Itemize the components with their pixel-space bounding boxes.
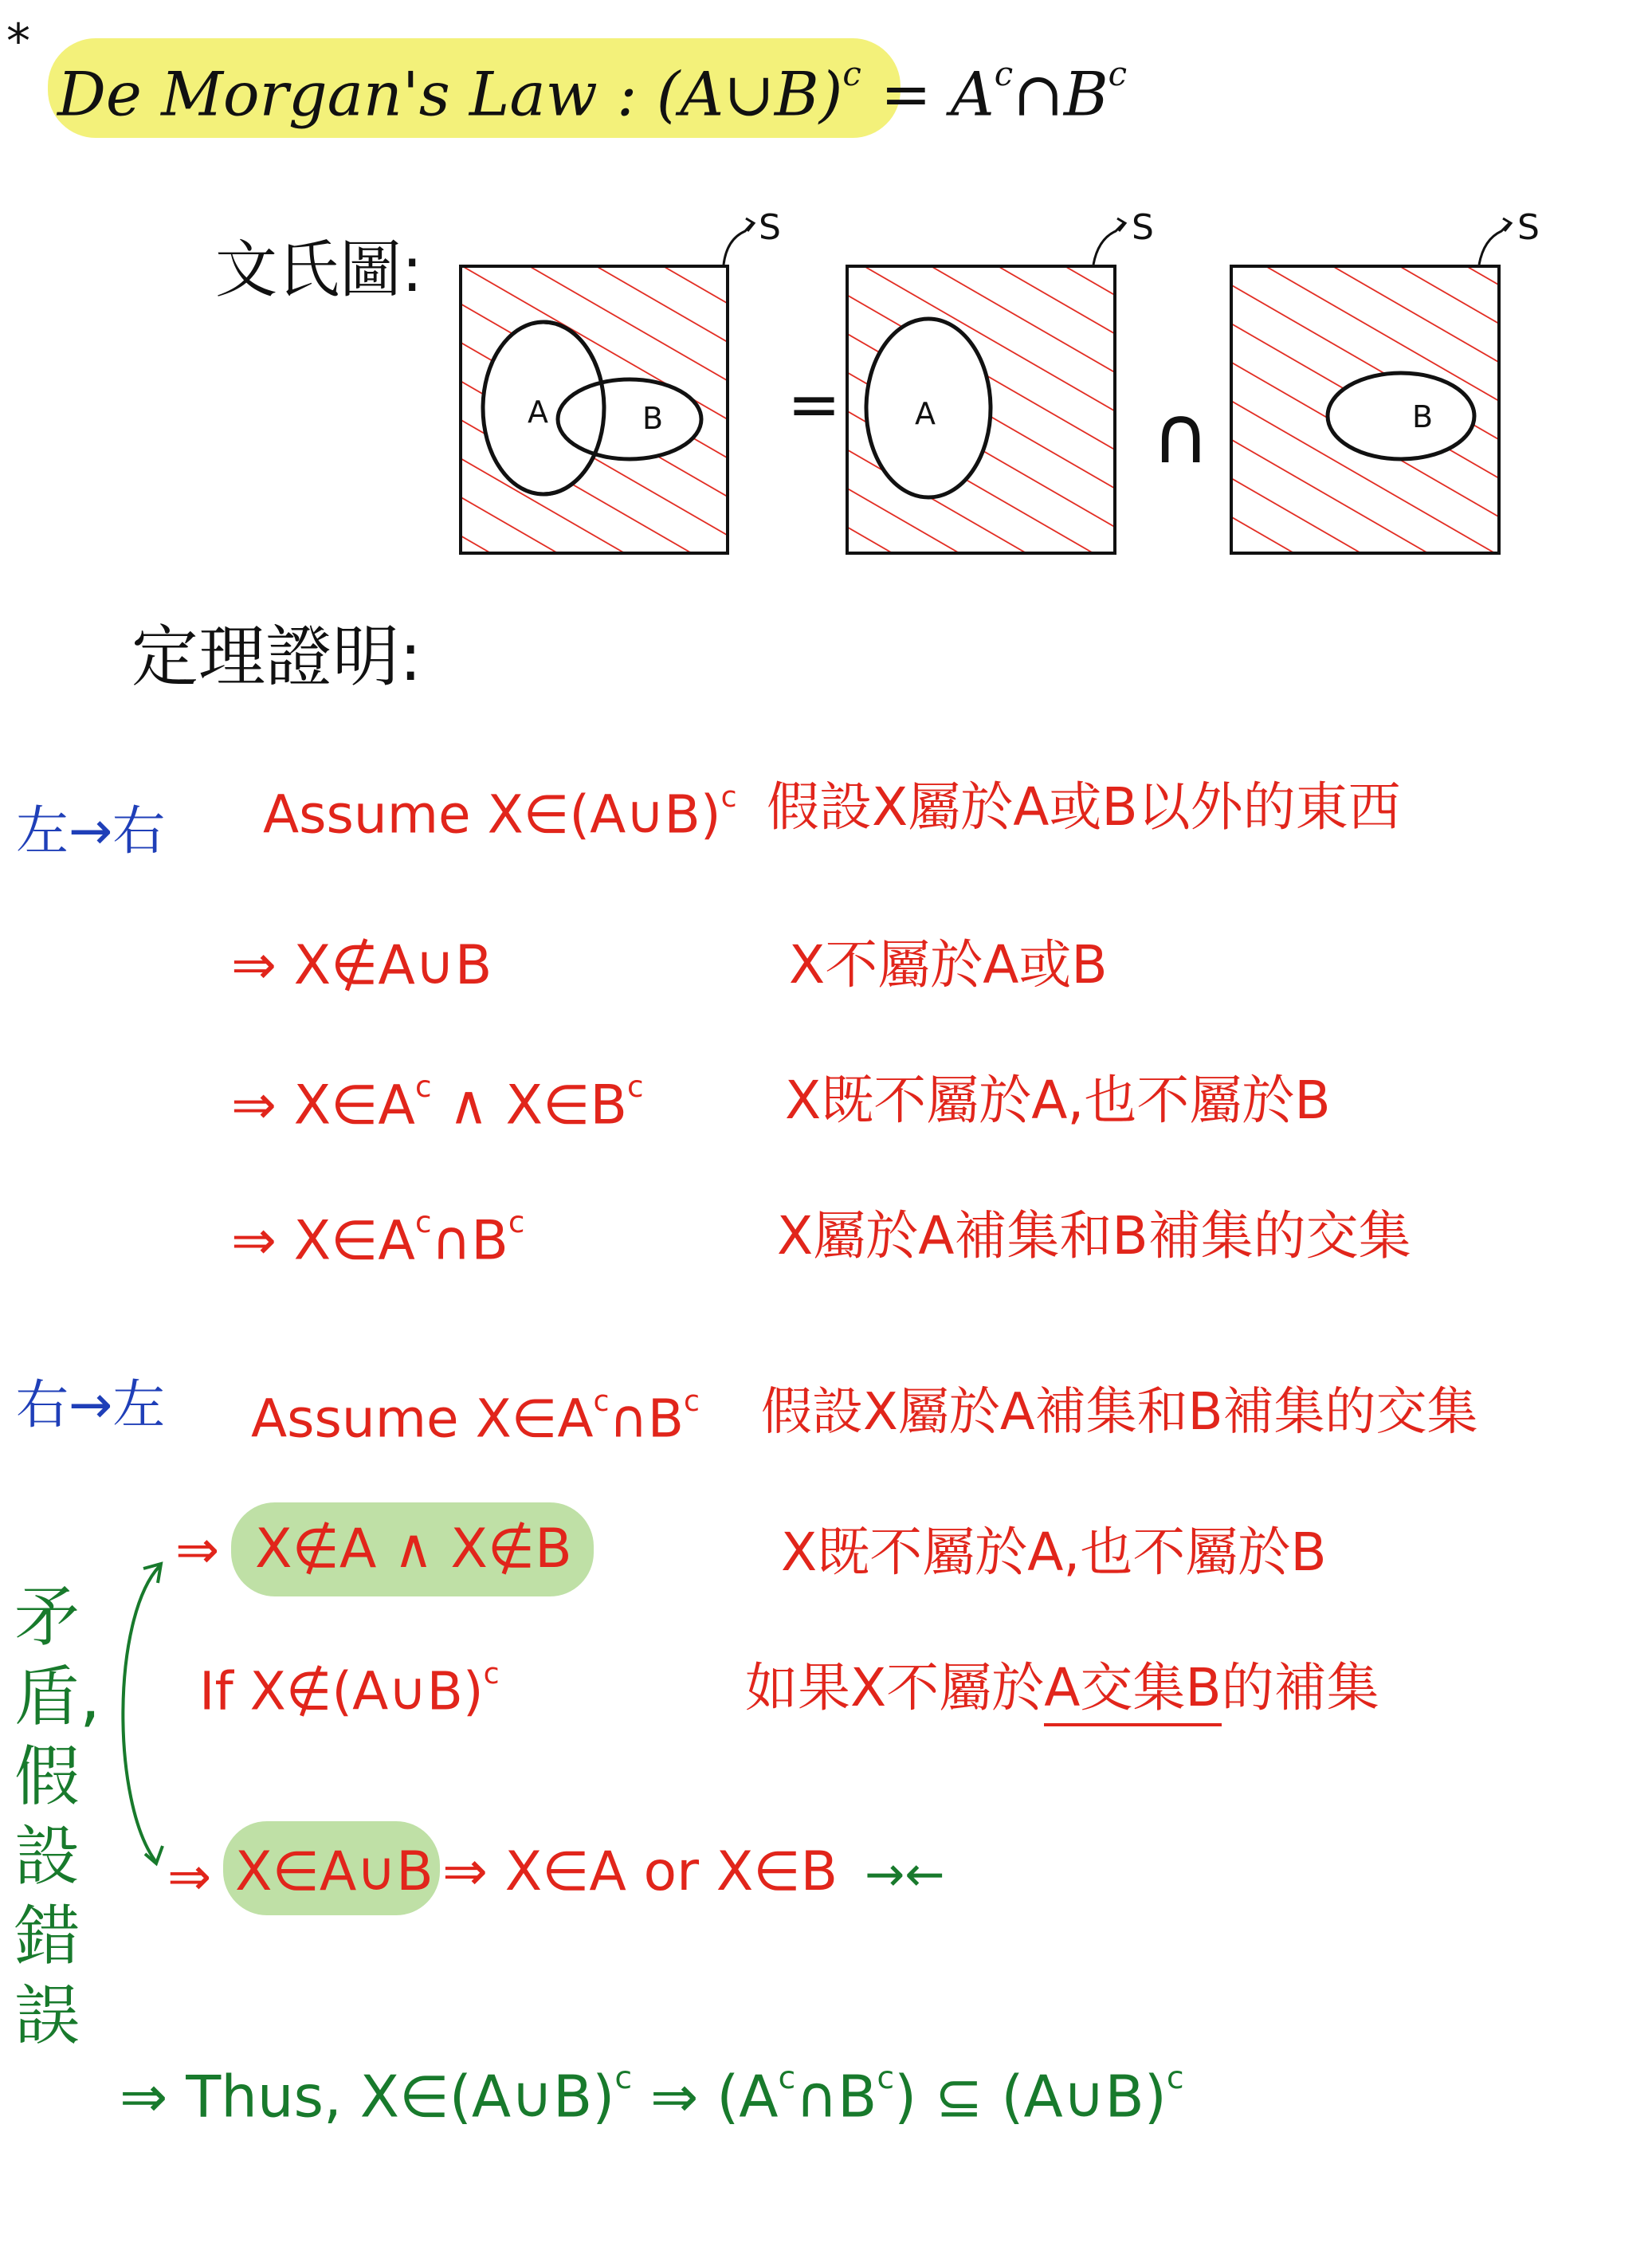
universe-label-3: S — [1517, 207, 1540, 248]
conclusion-sup2: c — [778, 2060, 796, 2096]
title-text: De Morgan's Law : (A∪B) — [57, 58, 843, 130]
conclusion-mid2: ∩B — [795, 2063, 877, 2130]
backward-step-1-arrow: ⇒ — [175, 1519, 220, 1581]
backward-assume-sup2: c — [684, 1384, 700, 1418]
forward-assume-expr: Assume X∈(A∪B) — [263, 783, 721, 846]
forward-assume — [263, 780, 737, 846]
backward-step-2-arrow: ⇒ — [167, 1846, 212, 1907]
backward-step-1-note: X既不屬於A,也不屬於B — [781, 1522, 1327, 1583]
forward-step-3-sup-a: c — [414, 1204, 432, 1239]
backward-assume-sup: c — [593, 1384, 610, 1418]
proof-heading: 定理證明: — [131, 618, 422, 696]
set-b-ellipse-1 — [558, 379, 701, 459]
venn-intersect: ∩ — [1152, 388, 1211, 481]
forward-step-3-a: ⇒ X∈A — [231, 1209, 415, 1273]
venn-label: 文氏圖: — [215, 234, 423, 306]
title-cap: ∩B — [1013, 58, 1109, 130]
forward-assume-sup: c — [720, 780, 737, 814]
contradiction-mark: →← — [865, 1847, 945, 1903]
conclusion-sup: c — [614, 2060, 633, 2096]
title-sup3: c — [1108, 54, 1128, 93]
conclusion-text: ⇒ Thus, X∈(A∪B) — [120, 2063, 615, 2130]
set-b-ellipse-3 — [1328, 373, 1474, 459]
backward-if-note-underlined: A交集B — [1044, 1657, 1221, 1726]
universe-label-2: S — [1132, 207, 1154, 248]
backward-assume — [251, 1384, 700, 1450]
venn-equals: = — [787, 367, 842, 442]
forward-step-2-a: ⇒ X∈A — [231, 1074, 415, 1137]
set-a-label-1: A — [528, 395, 548, 430]
forward-step-2-expr — [231, 1069, 644, 1137]
forward-assume-note: 假設X屬於A或B以外的東西 — [767, 776, 1401, 838]
forward-step-2-note: X既不屬於A,也不屬於B — [785, 1070, 1331, 1131]
backward-if-note-1: 如果X不屬於 — [745, 1657, 1045, 1718]
backward-assume-note: 假設X屬於A補集和B補集的交集 — [761, 1383, 1478, 1442]
forward-step-2-sup-a: c — [414, 1069, 432, 1104]
backward-if-sup: c — [483, 1656, 500, 1691]
backward-if-note-2: 的補集 — [1221, 1657, 1379, 1718]
conclusion-sup4: c — [1166, 2060, 1184, 2096]
forward-step-3-note: X屬於A補集和B補集的交集 — [777, 1205, 1411, 1266]
forward-step-3-b: ∩B — [431, 1209, 508, 1273]
title-star: * — [6, 14, 30, 69]
conclusion-mid: ⇒ (A — [632, 2063, 779, 2130]
backward-if-text: If X∉(A∪B) — [199, 1660, 484, 1722]
conclusion-sup3: c — [877, 2060, 895, 2096]
conclusion — [120, 2060, 1184, 2130]
venn-union-complement — [461, 207, 781, 553]
backward-step-2-expr: X∈A∪B — [235, 1840, 434, 1903]
backward-assume-expr: Assume X∈A — [251, 1388, 594, 1450]
backward-if-expr — [199, 1656, 500, 1722]
forward-step-3-expr — [231, 1204, 525, 1273]
forward-step-2-b: ∧ X∈B — [431, 1074, 627, 1137]
backward-step-1-expr: X∉A ∧ X∉B — [255, 1518, 572, 1581]
venn-diagrams — [0, 0, 1652, 606]
side-note-contradiction: 矛盾,假設錯誤 — [14, 1580, 101, 2055]
contradiction-arrow — [96, 1546, 191, 1897]
backward-direction-label: 右→左 — [16, 1374, 166, 1435]
forward-step-1-expr: ⇒ X∉A∪B — [231, 934, 492, 997]
conclusion-end: ) ⊆ (A∪B) — [894, 2063, 1167, 2130]
set-a-label-2: A — [915, 396, 936, 431]
forward-direction-label: 左→右 — [16, 800, 166, 862]
set-b-label-3: B — [1412, 399, 1434, 434]
title-sup1: c — [842, 54, 861, 93]
title-sup2: c — [994, 54, 1014, 93]
forward-step-2-sup-b: c — [626, 1069, 644, 1104]
venn-b-complement — [1231, 207, 1540, 553]
forward-step-1-note: X不屬於A或B — [789, 934, 1108, 995]
title-eq: = A — [861, 58, 995, 130]
backward-step-2-rest: ⇒ X∈A or X∈B — [442, 1840, 838, 1903]
backward-assume-mid: ∩B — [609, 1388, 685, 1450]
backward-if-note — [745, 1657, 1379, 1718]
venn-a-complement — [847, 207, 1154, 553]
set-b-label-1: B — [642, 401, 664, 436]
forward-step-3-sup-b: c — [508, 1204, 525, 1239]
universe-label-1: S — [759, 207, 781, 248]
